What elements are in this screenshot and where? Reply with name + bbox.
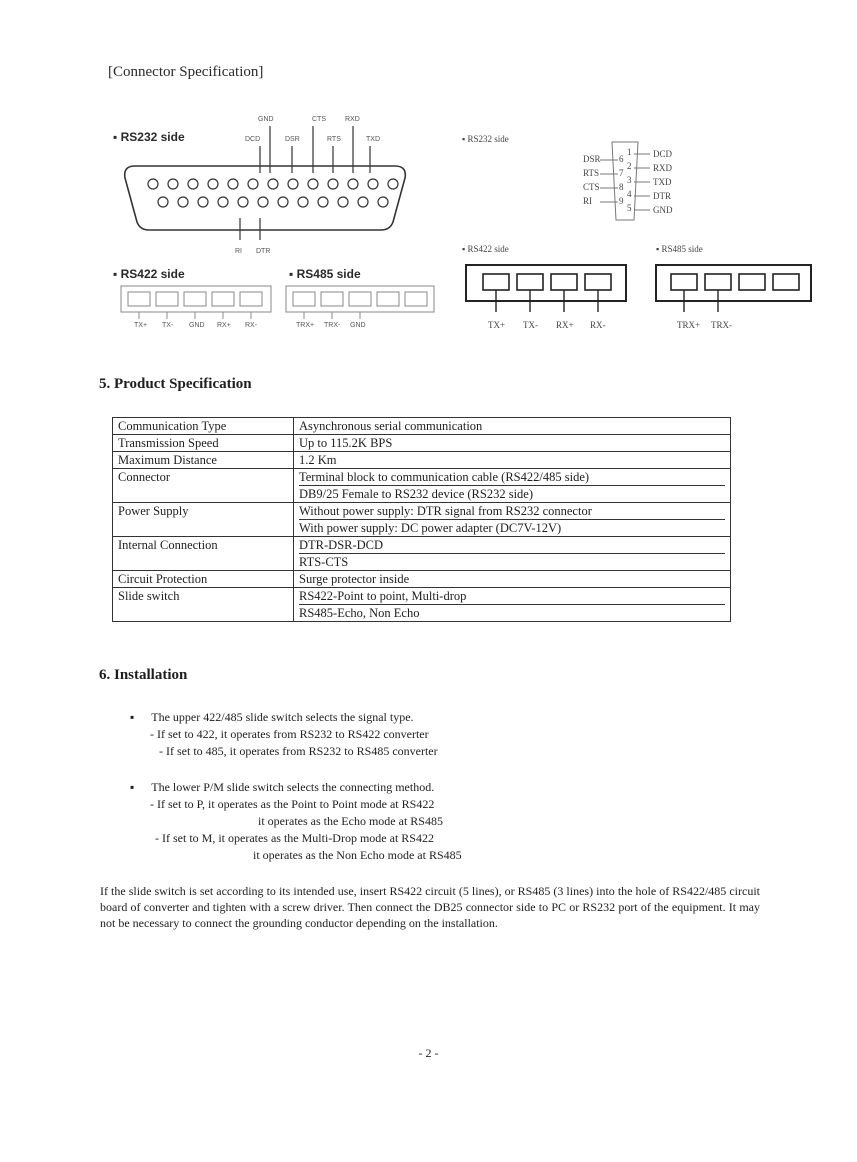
db9-num-4: 4 — [627, 189, 632, 199]
spec-value: 1.2 Km — [294, 452, 731, 469]
spec-value-line: RS485-Echo, Non Echo — [299, 606, 420, 620]
spec-key: Communication Type — [113, 418, 294, 435]
spec-value — [294, 469, 731, 503]
db9-label-rts: RTS — [583, 168, 599, 178]
db9-label-dcd: DCD — [653, 149, 673, 159]
pin-label-dsr: DSR — [285, 136, 300, 143]
rs485-large-pin-2: TRX- — [711, 320, 732, 330]
bullet-2-line-4: it operates as the Non Echo mode at RS485 — [253, 848, 462, 862]
spec-value: Asynchronous serial communication — [294, 418, 731, 435]
rs422-large-pin-2: TX- — [523, 320, 538, 330]
installation-heading: 6. Installation — [99, 667, 188, 683]
bullet-2-text: The lower P/M slide switch selects the connecting method. — [151, 780, 435, 794]
table-row — [113, 537, 731, 571]
connector-spec-title: [Connector Specification] — [108, 64, 264, 80]
db9-num-2: 2 — [627, 161, 632, 171]
installation-bullet-1 — [130, 709, 414, 726]
rs422-large-pin-1: TX+ — [488, 320, 506, 330]
bullet-2-line-2: it operates as the Echo mode at RS485 — [258, 814, 443, 828]
pin-label-dcd: DCD — [245, 136, 261, 143]
pin-label-rxd: RXD — [345, 116, 360, 123]
spec-value-line: DTR-DSR-DCD — [299, 537, 725, 554]
spec-key: Connector — [113, 469, 294, 503]
pin-label-cts: CTS — [312, 116, 326, 123]
bullet-icon: ▪ — [130, 780, 135, 794]
rs485-large-terminal-block — [655, 264, 815, 314]
pin-label-ri: RI — [235, 248, 242, 255]
db9-connector-drawing — [600, 140, 650, 224]
rs422-small-pin-4: RX+ — [217, 322, 231, 329]
table-row — [113, 435, 731, 452]
spec-key: Slide switch — [113, 588, 294, 622]
pin-label-txd: TXD — [366, 136, 380, 143]
bullet-1-line-1: - If set to 422, it operates from RS232 to RS422 converter — [150, 727, 429, 741]
spec-value — [294, 588, 731, 622]
rs485-small-terminal-block — [285, 285, 440, 319]
rs422-small-pin-3: GND — [189, 322, 205, 329]
db9-num-6: 6 — [619, 154, 624, 164]
bullet-2-line-3: - If set to M, it operates as the Multi-Drop mode at RS422 — [155, 831, 434, 845]
db9-label-cts: CTS — [583, 182, 600, 192]
bullet-1-text: The upper 422/485 slide switch selects the signal type. — [151, 710, 414, 724]
spec-value-line: With power supply: DC power adapter (DC7V-12V) — [299, 521, 562, 535]
bullet-icon: ▪ — [130, 710, 135, 724]
bullet-2-line-1: - If set to P, it operates as the Point to Point mode at RS422 — [150, 797, 435, 811]
table-row — [113, 418, 731, 435]
product-spec-heading: 5. Product Specification — [99, 376, 252, 392]
db9-num-7: 7 — [619, 168, 624, 178]
db9-num-5: 5 — [627, 203, 632, 213]
rs422-large-pin-4: RX- — [590, 320, 606, 330]
rs485-large-pin-1: TRX+ — [677, 320, 701, 330]
page-number: - 2 - — [418, 1046, 439, 1060]
installation-paragraph: If the slide switch is set according to its intended use, insert RS422 circuit (5 lines), or RS485 (3 lines) into the hole of RS422/485 circuit board of converter and tighten with a screw driver. Then connect the DB25 connector side to PC or RS232 port of the equipment. It may not be necessary to connect the grounding conductor depending on the installation. — [100, 884, 760, 930]
spec-value-line: DB9/25 Female to RS232 device (RS232 side) — [299, 487, 534, 501]
db9-num-3: 3 — [627, 175, 632, 185]
rs422-small-pin-1: TX+ — [134, 322, 148, 329]
db9-label-rxd: RXD — [653, 163, 673, 173]
spec-value-line: RS422-Point to point, Multi-drop — [299, 588, 725, 605]
db9-num-8: 8 — [619, 182, 624, 192]
rs485-small-label: ▪ RS485 side — [289, 267, 361, 281]
db9-num-1: 1 — [627, 147, 632, 157]
table-row — [113, 469, 731, 503]
rs485-large-label: ▪ RS485 side — [656, 244, 703, 254]
db9-label-gnd: GND — [653, 205, 673, 215]
product-spec-table — [112, 417, 731, 622]
pin-label-gnd: GND — [258, 116, 274, 123]
rs485-small-pin-1: TRX+ — [296, 322, 315, 329]
spec-value: Surge protector inside — [294, 571, 731, 588]
spec-key: Power Supply — [113, 503, 294, 537]
pin-label-rts: RTS — [327, 136, 341, 143]
table-row — [113, 503, 731, 537]
db9-label-dsr: DSR — [583, 154, 601, 164]
rs422-large-pin-3: RX+ — [556, 320, 574, 330]
rs422-small-label: ▪ RS422 side — [113, 267, 185, 281]
spec-value-line: Without power supply: DTR signal from RS232 connector — [299, 503, 725, 520]
rs485-small-pin-2: TRX- — [324, 322, 341, 329]
spec-key: Transmission Speed — [113, 435, 294, 452]
pin-label-dtr: DTR — [256, 248, 271, 255]
bullet-1-line-2: - If set to 485, it operates from RS232 to RS485 converter — [159, 744, 438, 758]
table-row — [113, 571, 731, 588]
rs422-small-pin-2: TX- — [162, 322, 174, 329]
rs232-db9-label: ▪ RS232 side — [462, 134, 509, 144]
db9-label-txd: TXD — [653, 177, 672, 187]
rs485-small-pin-3: GND — [350, 322, 366, 329]
rs422-large-terminal-block — [465, 264, 630, 314]
db9-label-dtr: DTR — [653, 191, 671, 201]
db25-connector-drawing — [115, 118, 415, 250]
spec-value-line: Terminal block to communication cable (RS422/485 side) — [299, 469, 725, 486]
installation-bullet-2 — [130, 779, 434, 796]
table-row — [113, 452, 731, 469]
table-row — [113, 588, 731, 622]
spec-value — [294, 537, 731, 571]
spec-value-line: RTS-CTS — [299, 555, 349, 569]
db9-label-ri: RI — [583, 196, 592, 206]
spec-value: Up to 115.2K BPS — [294, 435, 731, 452]
spec-key: Internal Connection — [113, 537, 294, 571]
db9-num-9: 9 — [619, 196, 624, 206]
rs232-db25-label: ▪ RS232 side — [113, 130, 185, 144]
spec-key: Maximum Distance — [113, 452, 294, 469]
rs422-large-label: ▪ RS422 side — [462, 244, 509, 254]
spec-key: Circuit Protection — [113, 571, 294, 588]
spec-value — [294, 503, 731, 537]
rs422-small-pin-5: RX- — [245, 322, 258, 329]
rs422-small-terminal-block — [120, 285, 280, 319]
